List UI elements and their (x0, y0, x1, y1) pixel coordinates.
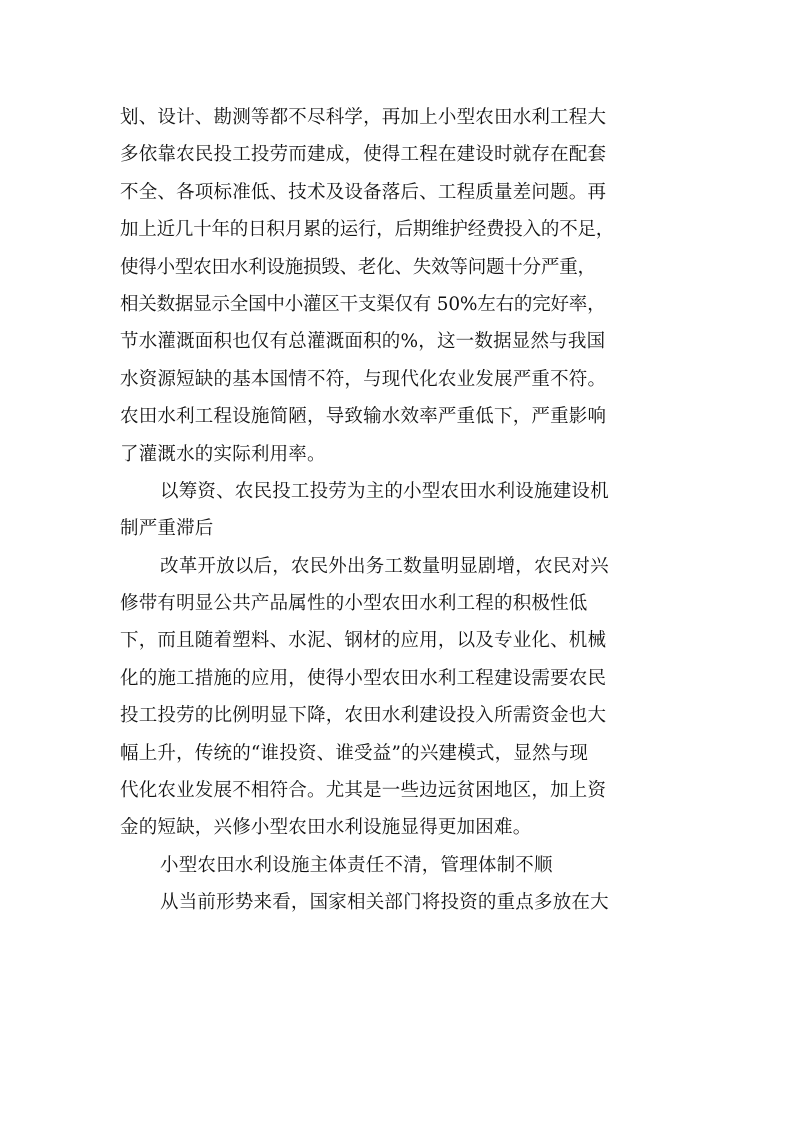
text-line: 金的短缺，兴修小型农田水利设施显得更加困难。 (120, 817, 532, 839)
text-line: 改革开放以后，农民外出务工数量明显剧增，农民对兴 (160, 555, 609, 577)
text-line: 使得小型农田水利设施损毁、老化、失效等问题十分严重， (120, 256, 596, 278)
section-heading-line: 小型农田水利设施主体责任不清，管理体制不顺 (160, 854, 553, 876)
text-line: 不全、各项标准低、技术及设备落后、工程质量差问题。再 (120, 181, 607, 203)
text-line: 化的施工措施的应用，使得小型农田水利工程建设需要农民 (120, 667, 607, 689)
text-line: 划、设计、勘测等都不尽科学，再加上小型农田水利工程大 (120, 107, 607, 128)
section-heading-line: 制严重滞后 (120, 518, 214, 540)
text-line: 代化农业发展不相符合。尤其是一些边远贫困地区，加上资 (120, 780, 607, 802)
text-line: 修带有明显公共产品属性的小型农田水利工程的积极性低 (120, 593, 588, 615)
text-line: 农田水利工程设施简陋，导致输水效率严重低下，严重影响 (120, 406, 607, 428)
text-line: 了灌溉水的实际利用率。 (120, 443, 326, 465)
body-text (120, 99, 680, 922)
text-line: 投工投劳的比例明显下降，农田水利建设投入所需资金也大 (120, 705, 607, 727)
text-line: 从当前形势来看，国家相关部门将投资的重点多放在大 (160, 892, 609, 914)
text-line: 加上近几十年的日积月累的运行，后期维护经费投入的不足， (120, 219, 615, 241)
text-line: 下，而且随着塑料、水泥、钢材的应用，以及专业化、机械 (120, 630, 607, 652)
text-line: 水资源短缺的基本国情不符，与现代化农业发展严重不符。 (120, 368, 607, 390)
text-line: 幅上升，传统的“谁投资、谁受益”的兴建模式，显然与现 (120, 742, 589, 764)
section-heading-line: 以筹资、农民投工投劳为主的小型农田水利设施建设机 (160, 480, 609, 502)
text-line: 多依靠农民投工投劳而建成，使得工程在建设时就存在配套 (120, 144, 607, 166)
text-line: 节水灌溉面积也仅有总灌溉面积的%，这一数据显然与我国 (120, 331, 606, 353)
text-line: 相关数据显示全国中小灌区干支渠仅有 50%左右的完好率， (120, 293, 606, 315)
